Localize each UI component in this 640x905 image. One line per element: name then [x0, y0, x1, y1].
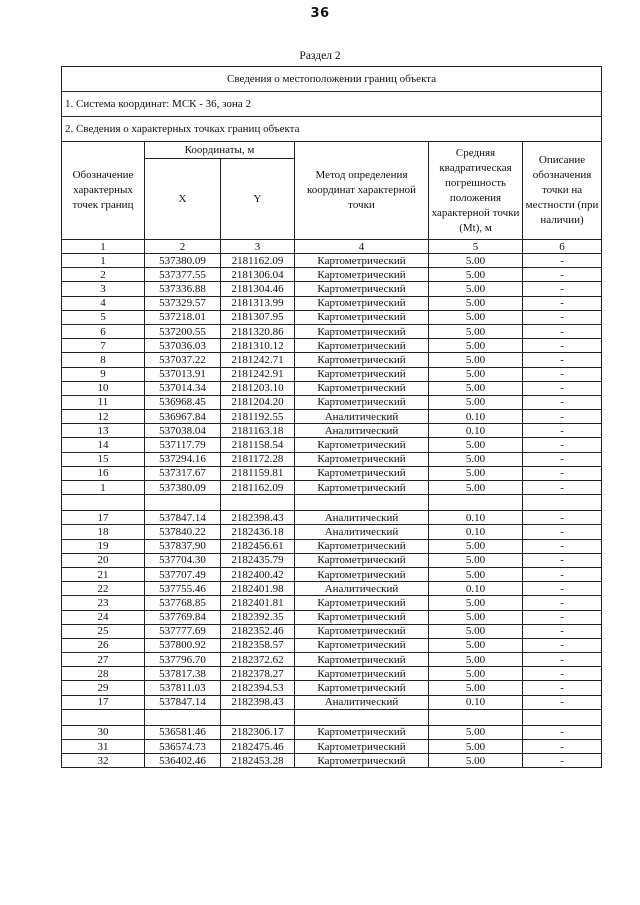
error-cell: 5.00: [429, 254, 523, 268]
method-cell: Аналитический: [295, 424, 429, 438]
error-cell: 5.00: [429, 624, 523, 638]
description-cell: -: [523, 610, 602, 624]
method-cell: Картометрический: [295, 481, 429, 495]
description-cell: -: [523, 438, 602, 452]
error-cell: 5.00: [429, 596, 523, 610]
method-cell: Картометрический: [295, 324, 429, 338]
description-cell: -: [523, 596, 602, 610]
x-coordinate-cell: 537704.30: [145, 553, 221, 567]
error-cell: 5.00: [429, 353, 523, 367]
group-separator-row: [62, 709, 602, 725]
y-coordinate-cell: 2182453.28: [221, 754, 295, 768]
description-cell: -: [523, 567, 602, 581]
description-cell: -: [523, 582, 602, 596]
y-coordinate-cell: 2182475.46: [221, 740, 295, 754]
description-cell: -: [523, 324, 602, 338]
description-cell: -: [523, 740, 602, 754]
point-id-cell: 31: [62, 740, 145, 754]
method-cell: Картометрический: [295, 539, 429, 553]
x-coordinate-cell: 536402.46: [145, 754, 221, 768]
method-cell: Картометрический: [295, 268, 429, 282]
x-coordinate-cell: 537800.92: [145, 638, 221, 652]
point-id-cell: 2: [62, 268, 145, 282]
method-cell: Картометрический: [295, 681, 429, 695]
header-description: Описание обозначения точки на местности (при наличии): [523, 142, 602, 240]
description-cell: -: [523, 452, 602, 466]
error-cell: 5.00: [429, 324, 523, 338]
empty-cell: [221, 709, 295, 725]
point-id-cell: 18: [62, 525, 145, 539]
y-coordinate-cell: 2181204.20: [221, 395, 295, 409]
header-coordinates: Координаты, м: [145, 142, 295, 159]
column-number: 4: [295, 240, 429, 254]
method-cell: Картометрический: [295, 367, 429, 381]
table-row: [62, 282, 602, 296]
method-cell: Картометрический: [295, 296, 429, 310]
y-coordinate-cell: 2182400.42: [221, 567, 295, 581]
method-cell: Картометрический: [295, 339, 429, 353]
point-id-cell: 1: [62, 481, 145, 495]
error-cell: 5.00: [429, 567, 523, 581]
x-coordinate-cell: 537329.57: [145, 296, 221, 310]
method-cell: Картометрический: [295, 310, 429, 324]
y-coordinate-cell: 2181307.95: [221, 310, 295, 324]
empty-cell: [221, 495, 295, 511]
error-cell: 5.00: [429, 653, 523, 667]
x-coordinate-cell: 537336.88: [145, 282, 221, 296]
error-cell: 0.10: [429, 410, 523, 424]
description-cell: -: [523, 725, 602, 739]
y-coordinate-cell: 2181163.18: [221, 424, 295, 438]
point-id-cell: 30: [62, 725, 145, 739]
page-number: 36: [310, 6, 330, 21]
error-cell: 5.00: [429, 339, 523, 353]
x-coordinate-cell: 537707.49: [145, 567, 221, 581]
y-coordinate-cell: 2182401.81: [221, 596, 295, 610]
method-cell: Аналитический: [295, 410, 429, 424]
table-row: [62, 525, 602, 539]
y-coordinate-cell: 2182394.53: [221, 681, 295, 695]
table-row: [62, 481, 602, 495]
description-cell: -: [523, 424, 602, 438]
table-row: [62, 353, 602, 367]
table-row: [62, 424, 602, 438]
description-cell: -: [523, 481, 602, 495]
table-row: [62, 667, 602, 681]
description-cell: -: [523, 754, 602, 768]
error-cell: 5.00: [429, 539, 523, 553]
method-cell: Картометрический: [295, 596, 429, 610]
table-row: [62, 452, 602, 466]
description-cell: -: [523, 667, 602, 681]
error-cell: 0.10: [429, 582, 523, 596]
method-cell: Аналитический: [295, 511, 429, 525]
method-cell: Аналитический: [295, 695, 429, 709]
point-id-cell: 27: [62, 653, 145, 667]
table-row: [62, 539, 602, 553]
table-row: [62, 596, 602, 610]
x-coordinate-cell: 537377.55: [145, 268, 221, 282]
header-error: Средняя квадратическая погрешность положения характерной точки (Mt), м: [429, 142, 523, 240]
x-coordinate-cell: 537037.22: [145, 353, 221, 367]
point-id-cell: 12: [62, 410, 145, 424]
error-cell: 5.00: [429, 452, 523, 466]
empty-cell: [429, 495, 523, 511]
y-coordinate-cell: 2181172.28: [221, 452, 295, 466]
error-cell: 5.00: [429, 381, 523, 395]
point-id-cell: 19: [62, 539, 145, 553]
x-coordinate-cell: 536574.73: [145, 740, 221, 754]
y-coordinate-cell: 2181159.81: [221, 466, 295, 480]
description-cell: -: [523, 339, 602, 353]
column-number: 6: [523, 240, 602, 254]
method-cell: Картометрический: [295, 452, 429, 466]
table-row: [62, 681, 602, 695]
method-cell: Картометрический: [295, 553, 429, 567]
table-row: [62, 624, 602, 638]
column-number: 2: [145, 240, 221, 254]
error-cell: 5.00: [429, 667, 523, 681]
y-coordinate-cell: 2181320.86: [221, 324, 295, 338]
table-row: [62, 438, 602, 452]
method-cell: Картометрический: [295, 353, 429, 367]
description-cell: -: [523, 695, 602, 709]
x-coordinate-cell: 537117.79: [145, 438, 221, 452]
point-id-cell: 10: [62, 381, 145, 395]
description-cell: -: [523, 268, 602, 282]
point-id-cell: 3: [62, 282, 145, 296]
method-cell: Аналитический: [295, 582, 429, 596]
x-coordinate-cell: 537294.16: [145, 452, 221, 466]
description-cell: -: [523, 296, 602, 310]
point-id-cell: 22: [62, 582, 145, 596]
y-coordinate-cell: 2182398.43: [221, 695, 295, 709]
description-cell: -: [523, 638, 602, 652]
description-cell: -: [523, 410, 602, 424]
x-coordinate-cell: 537840.22: [145, 525, 221, 539]
y-coordinate-cell: 2182352.46: [221, 624, 295, 638]
method-cell: Картометрический: [295, 610, 429, 624]
column-number: 5: [429, 240, 523, 254]
point-id-cell: 15: [62, 452, 145, 466]
description-cell: -: [523, 254, 602, 268]
y-coordinate-cell: 2181313.99: [221, 296, 295, 310]
error-cell: 5.00: [429, 481, 523, 495]
x-coordinate-cell: 537013.91: [145, 367, 221, 381]
error-cell: 0.10: [429, 695, 523, 709]
x-coordinate-cell: 537847.14: [145, 695, 221, 709]
description-cell: -: [523, 553, 602, 567]
y-coordinate-cell: 2181162.09: [221, 254, 295, 268]
point-id-cell: 9: [62, 367, 145, 381]
table-row: [62, 511, 602, 525]
method-cell: Картометрический: [295, 282, 429, 296]
table-row: [62, 339, 602, 353]
table-row: [62, 582, 602, 596]
table-row: [62, 395, 602, 409]
y-coordinate-cell: 2182435.79: [221, 553, 295, 567]
method-cell: Картометрический: [295, 653, 429, 667]
table-row: [62, 367, 602, 381]
x-coordinate-cell: 537200.55: [145, 324, 221, 338]
error-cell: 5.00: [429, 610, 523, 624]
table-body: [62, 254, 602, 768]
description-cell: -: [523, 681, 602, 695]
x-coordinate-cell: 536967.84: [145, 410, 221, 424]
y-coordinate-cell: 2181158.54: [221, 438, 295, 452]
table-subtitle: 2. Сведения о характерных точках границ объекта: [62, 117, 602, 142]
error-cell: 5.00: [429, 553, 523, 567]
x-coordinate-cell: 536968.45: [145, 395, 221, 409]
table-row: [62, 553, 602, 567]
description-cell: -: [523, 624, 602, 638]
point-id-cell: 8: [62, 353, 145, 367]
method-cell: Картометрический: [295, 740, 429, 754]
description-cell: -: [523, 653, 602, 667]
point-id-cell: 28: [62, 667, 145, 681]
x-coordinate-cell: 537837.90: [145, 539, 221, 553]
y-coordinate-cell: 2181162.09: [221, 481, 295, 495]
x-coordinate-cell: 537777.69: [145, 624, 221, 638]
empty-cell: [429, 709, 523, 725]
y-coordinate-cell: 2182358.57: [221, 638, 295, 652]
table-row: [62, 254, 602, 268]
x-coordinate-cell: 537755.46: [145, 582, 221, 596]
x-coordinate-cell: 537014.34: [145, 381, 221, 395]
y-coordinate-cell: 2182306.17: [221, 725, 295, 739]
point-id-cell: 4: [62, 296, 145, 310]
y-coordinate-cell: 2181192.55: [221, 410, 295, 424]
empty-cell: [295, 495, 429, 511]
table-row: [62, 381, 602, 395]
point-id-cell: 7: [62, 339, 145, 353]
error-cell: 5.00: [429, 438, 523, 452]
table-row: [62, 466, 602, 480]
method-cell: Картометрический: [295, 667, 429, 681]
error-cell: 5.00: [429, 282, 523, 296]
table-row: [62, 740, 602, 754]
table-row: [62, 610, 602, 624]
empty-cell: [523, 495, 602, 511]
point-id-cell: 29: [62, 681, 145, 695]
method-cell: Картометрический: [295, 638, 429, 652]
method-cell: Картометрический: [295, 624, 429, 638]
y-coordinate-cell: 2182378.27: [221, 667, 295, 681]
description-cell: -: [523, 367, 602, 381]
y-coordinate-cell: 2182398.43: [221, 511, 295, 525]
y-coordinate-cell: 2181310.12: [221, 339, 295, 353]
y-coordinate-cell: 2182372.62: [221, 653, 295, 667]
x-coordinate-cell: 537768.85: [145, 596, 221, 610]
description-cell: -: [523, 395, 602, 409]
x-coordinate-cell: 537796.70: [145, 653, 221, 667]
table-row: [62, 653, 602, 667]
error-cell: 0.10: [429, 525, 523, 539]
table-row: [62, 567, 602, 581]
point-id-cell: 25: [62, 624, 145, 638]
x-coordinate-cell: 537218.01: [145, 310, 221, 324]
description-cell: -: [523, 310, 602, 324]
point-id-cell: 5: [62, 310, 145, 324]
point-id-cell: 16: [62, 466, 145, 480]
y-coordinate-cell: 2182401.98: [221, 582, 295, 596]
x-coordinate-cell: 537036.03: [145, 339, 221, 353]
point-id-cell: 14: [62, 438, 145, 452]
description-cell: -: [523, 381, 602, 395]
empty-cell: [523, 709, 602, 725]
point-id-cell: 20: [62, 553, 145, 567]
point-id-cell: 21: [62, 567, 145, 581]
error-cell: 5.00: [429, 754, 523, 768]
x-coordinate-cell: 537811.03: [145, 681, 221, 695]
table-row: [62, 296, 602, 310]
table-row: [62, 410, 602, 424]
coordinate-system: 1. Система координат: МСК - 36, зона 2: [62, 92, 602, 117]
description-cell: -: [523, 525, 602, 539]
x-coordinate-cell: 537317.67: [145, 466, 221, 480]
empty-cell: [295, 709, 429, 725]
method-cell: Картометрический: [295, 438, 429, 452]
table-row: [62, 268, 602, 282]
method-cell: Картометрический: [295, 754, 429, 768]
group-separator-row: [62, 495, 602, 511]
x-coordinate-cell: 537769.84: [145, 610, 221, 624]
y-coordinate-cell: 2181242.71: [221, 353, 295, 367]
empty-cell: [62, 709, 145, 725]
error-cell: 0.10: [429, 511, 523, 525]
description-cell: -: [523, 511, 602, 525]
point-id-cell: 26: [62, 638, 145, 652]
header-x: X: [145, 159, 221, 240]
empty-cell: [145, 495, 221, 511]
point-id-cell: 13: [62, 424, 145, 438]
method-cell: Картометрический: [295, 381, 429, 395]
method-cell: Картометрический: [295, 395, 429, 409]
table-row: [62, 695, 602, 709]
x-coordinate-cell: 537817.38: [145, 667, 221, 681]
x-coordinate-cell: 537380.09: [145, 254, 221, 268]
method-cell: Картометрический: [295, 567, 429, 581]
point-id-cell: 17: [62, 511, 145, 525]
y-coordinate-cell: 2182436.18: [221, 525, 295, 539]
table-row: [62, 754, 602, 768]
error-cell: 5.00: [429, 268, 523, 282]
error-cell: 5.00: [429, 466, 523, 480]
error-cell: 5.00: [429, 296, 523, 310]
table-row: [62, 324, 602, 338]
point-id-cell: 11: [62, 395, 145, 409]
point-id-cell: 24: [62, 610, 145, 624]
point-id-cell: 17: [62, 695, 145, 709]
error-cell: 5.00: [429, 310, 523, 324]
y-coordinate-cell: 2181242.91: [221, 367, 295, 381]
y-coordinate-cell: 2182392.35: [221, 610, 295, 624]
y-coordinate-cell: 2182456.61: [221, 539, 295, 553]
empty-cell: [62, 495, 145, 511]
empty-cell: [145, 709, 221, 725]
y-coordinate-cell: 2181304.46: [221, 282, 295, 296]
error-cell: 5.00: [429, 740, 523, 754]
error-cell: 5.00: [429, 681, 523, 695]
description-cell: -: [523, 282, 602, 296]
header-method: Метод определения координат характерной точки: [295, 142, 429, 240]
header-y: Y: [221, 159, 295, 240]
error-cell: 0.10: [429, 424, 523, 438]
x-coordinate-cell: 537038.04: [145, 424, 221, 438]
method-cell: Картометрический: [295, 725, 429, 739]
description-cell: -: [523, 353, 602, 367]
table-title: Сведения о местоположении границ объекта: [62, 67, 602, 92]
header-designation: Обозначение характерных точек границ: [62, 142, 145, 240]
method-cell: Картометрический: [295, 254, 429, 268]
method-cell: Аналитический: [295, 525, 429, 539]
error-cell: 5.00: [429, 367, 523, 381]
y-coordinate-cell: 2181203.10: [221, 381, 295, 395]
description-cell: -: [523, 466, 602, 480]
error-cell: 5.00: [429, 638, 523, 652]
error-cell: 5.00: [429, 395, 523, 409]
boundary-points-table: [61, 66, 602, 768]
point-id-cell: 32: [62, 754, 145, 768]
column-number: 1: [62, 240, 145, 254]
table-row: [62, 638, 602, 652]
table-row: [62, 725, 602, 739]
section-title: Раздел 2: [299, 50, 341, 62]
description-cell: -: [523, 539, 602, 553]
x-coordinate-cell: 536581.46: [145, 725, 221, 739]
column-number: 3: [221, 240, 295, 254]
x-coordinate-cell: 537380.09: [145, 481, 221, 495]
table-row: [62, 310, 602, 324]
point-id-cell: 1: [62, 254, 145, 268]
method-cell: Картометрический: [295, 466, 429, 480]
y-coordinate-cell: 2181306.04: [221, 268, 295, 282]
point-id-cell: 23: [62, 596, 145, 610]
error-cell: 5.00: [429, 725, 523, 739]
point-id-cell: 6: [62, 324, 145, 338]
x-coordinate-cell: 537847.14: [145, 511, 221, 525]
